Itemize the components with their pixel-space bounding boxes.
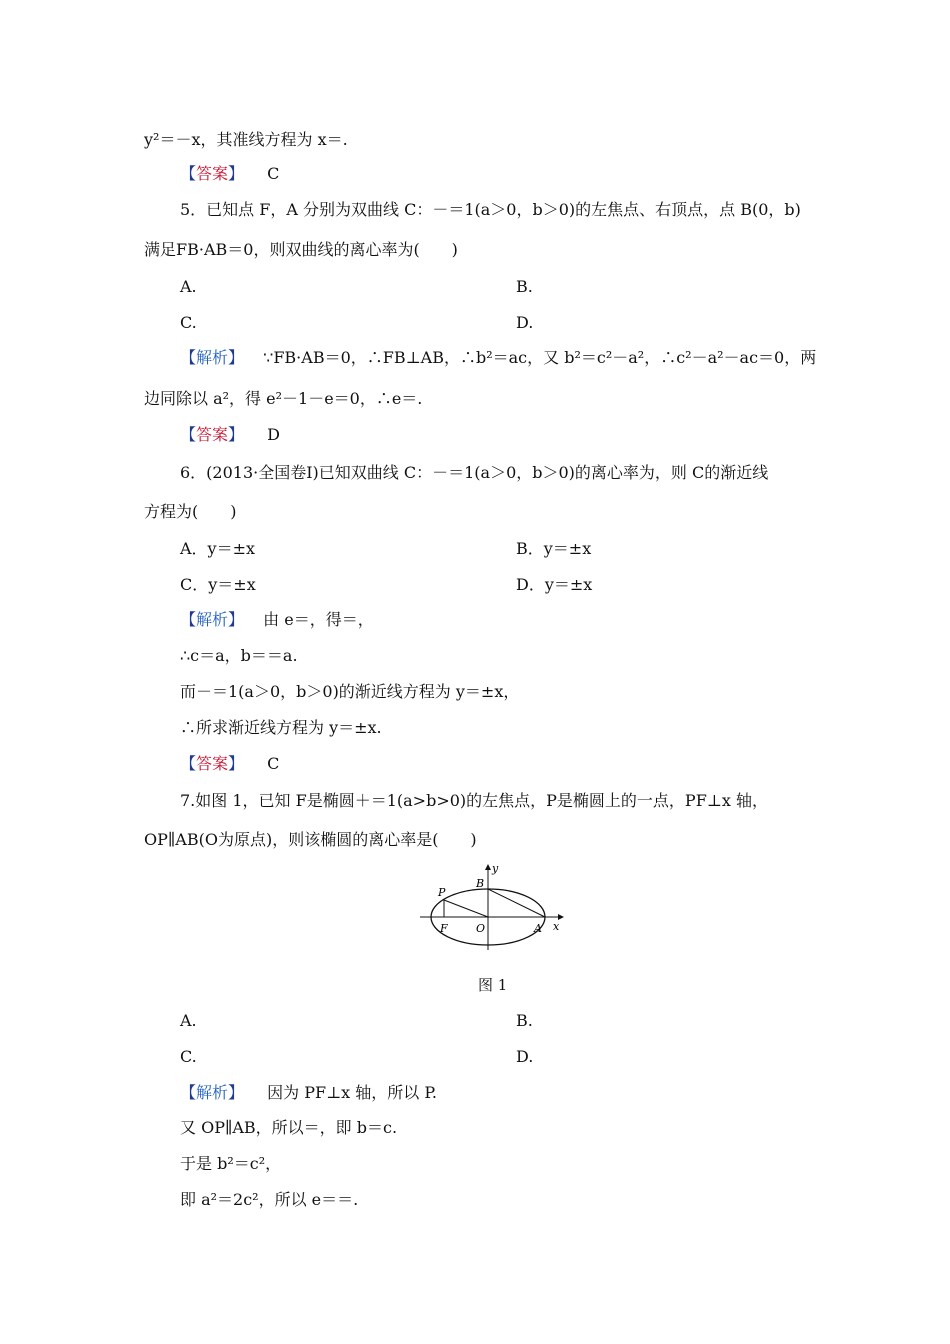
question-5-line2: 满足FB·AB＝0，则双曲线的离心率为( ) xyxy=(144,240,458,259)
analysis-label: 解析 xyxy=(196,1083,229,1102)
analysis-label: 解析 xyxy=(196,610,229,629)
text-line: ∴所求渐近线方程为 y＝±x. xyxy=(180,718,382,737)
answer-row xyxy=(180,754,279,774)
question-7-line2: OP∥AB(O为原点)，则该椭圆的离心率是( ) xyxy=(144,830,477,849)
ellipse-figure xyxy=(420,862,565,952)
option-a: A．y＝±x xyxy=(180,539,256,558)
label-o: O xyxy=(476,922,486,935)
analysis-row xyxy=(180,1083,437,1103)
bracket-close: 】 xyxy=(228,348,245,367)
option-d: D. xyxy=(516,313,534,332)
analysis-text: ∵FB·AB＝0，∴FB⊥AB，∴b²＝ac，又 b²＝c²－a²，∴c²－a²－ac＝0，两 xyxy=(263,348,817,367)
answer-value: C xyxy=(267,754,280,773)
bracket-open: 【 xyxy=(180,754,197,773)
option-b: B．y＝±x xyxy=(516,539,592,558)
question-6-line2: 方程为( ) xyxy=(144,502,237,521)
text-line: 边同除以 a²，得 e²－1－e＝0，∴e＝. xyxy=(144,389,423,408)
question-5-line1: 5．已知点 F，A 分别为双曲线 C：－＝1(a＞0，b＞0)的左焦点、右顶点，点 B(0，b) xyxy=(180,200,801,219)
answer-label: 答案 xyxy=(196,164,229,183)
option-b: B. xyxy=(516,1011,533,1030)
bracket-open: 【 xyxy=(180,1083,197,1102)
answer-label: 答案 xyxy=(196,425,229,444)
option-c: C．y＝±x xyxy=(180,575,256,594)
bracket-open: 【 xyxy=(180,610,197,629)
analysis-text: 因为 PF⊥x 轴，所以 P. xyxy=(267,1083,437,1102)
bracket-close: 】 xyxy=(228,1083,245,1102)
bracket-open: 【 xyxy=(180,164,197,183)
answer-value: D xyxy=(267,425,280,444)
option-d: D. xyxy=(516,1047,534,1066)
option-a: A. xyxy=(180,1011,197,1030)
option-d: D．y＝±x xyxy=(516,575,593,594)
analysis-text: 由 e＝，得＝， xyxy=(263,610,374,629)
bracket-close: 】 xyxy=(228,754,245,773)
label-b: B xyxy=(476,877,485,890)
bracket-open: 【 xyxy=(180,425,197,444)
analysis-row xyxy=(180,610,374,630)
question-7-line1: 7.如图 1，已知 F是椭圆＋＝1(a>b>0)的左焦点，P是椭圆上的一点，PF⊥x 轴， xyxy=(180,791,768,810)
analysis-row xyxy=(180,348,816,368)
analysis-label: 解析 xyxy=(196,348,229,367)
label-a: A xyxy=(534,922,542,935)
label-x: x xyxy=(553,920,560,933)
text-line: 即 a²＝2c²，所以 e＝＝. xyxy=(180,1190,359,1209)
label-p: P xyxy=(438,886,446,899)
option-b: B. xyxy=(516,277,533,296)
label-y: y xyxy=(492,862,499,875)
text-line: 于是 b²＝c²， xyxy=(180,1154,282,1173)
answer-label: 答案 xyxy=(196,754,229,773)
figure-caption: 图 1 xyxy=(478,976,508,994)
text-line: y²＝－x，其准线方程为 x＝. xyxy=(144,130,348,149)
text-line: ∴c＝a，b＝＝a. xyxy=(180,646,298,665)
bracket-close: 】 xyxy=(228,425,245,444)
text-line: 又 OP∥AB，所以＝，即 b＝c. xyxy=(180,1118,398,1137)
option-a: A. xyxy=(180,277,197,296)
question-6-line1: 6．(2013·全国卷Ⅰ)已知双曲线 C：－＝1(a＞0，b＞0)的离心率为，则 C的渐近线 xyxy=(180,463,769,482)
answer-row xyxy=(180,164,279,184)
answer-value: C xyxy=(267,164,280,183)
option-c: C. xyxy=(180,1047,197,1066)
bracket-open: 【 xyxy=(180,348,197,367)
bracket-close: 】 xyxy=(228,164,245,183)
label-f: F xyxy=(440,922,448,935)
text-line: 而－＝1(a＞0，b＞0)的渐近线方程为 y＝±x， xyxy=(180,682,520,701)
bracket-close: 】 xyxy=(228,610,245,629)
option-c: C. xyxy=(180,313,197,332)
answer-row xyxy=(180,425,280,445)
